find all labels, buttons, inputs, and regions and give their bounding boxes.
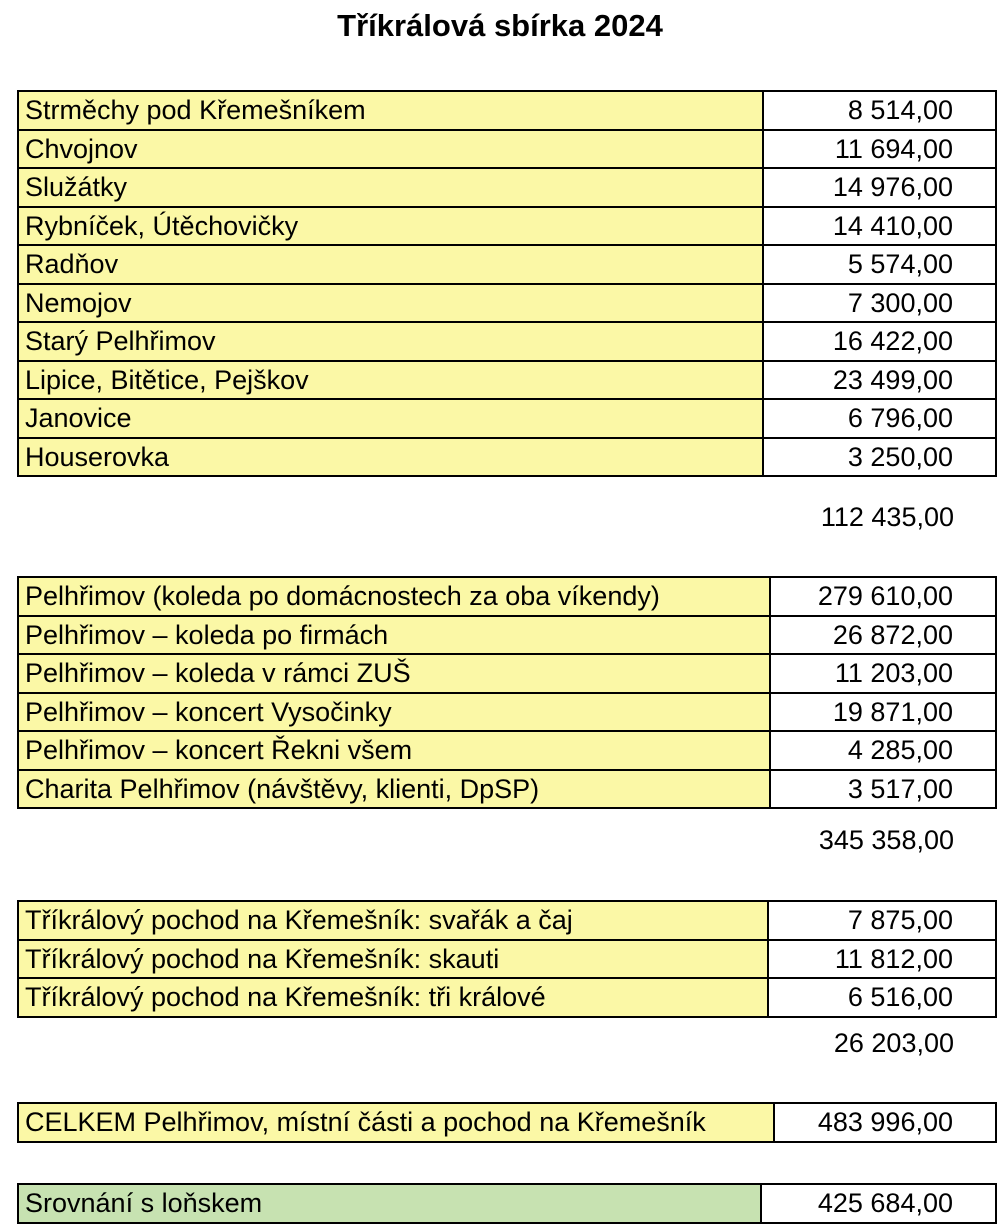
table-row [18, 438, 996, 477]
row-name: Pelhřimov – koncert Vysočinky [18, 693, 770, 732]
table-row [18, 245, 996, 284]
table-row [18, 940, 996, 979]
row-name: Strměchy pod Křemešníkem [18, 91, 763, 130]
row-name: Služátky [18, 168, 763, 207]
row-name: Charita Pelhřimov (návštěvy, klienti, DpSP) [18, 770, 770, 809]
row-amount: 7 300,00 [763, 284, 996, 323]
row-name: Rybníček, Útěchovičky [18, 207, 763, 246]
pochod-table [17, 900, 997, 1018]
local-parts-subtotal: 112 435,00 [820, 502, 954, 532]
pelhrimov-subtotal: 345 358,00 [818, 825, 954, 855]
comparison-label: Srovnání s loňskem [18, 1184, 761, 1223]
row-amount: 8 514,00 [763, 91, 996, 130]
comparison-amount: 425 684,00 [761, 1184, 996, 1223]
table-row [18, 168, 996, 207]
row-amount: 14 976,00 [763, 168, 996, 207]
row-amount: 11 694,00 [763, 130, 996, 169]
row-amount: 26 872,00 [770, 616, 996, 655]
table-row [18, 978, 996, 1017]
table-row [18, 693, 996, 732]
table-row [18, 901, 996, 940]
page-title: Tříkrálová sbírka 2024 [337, 8, 663, 43]
row-amount: 3 250,00 [763, 438, 996, 477]
total-label: CELKEM Pelhřimov, místní části a pochod na Křemešník [18, 1103, 774, 1142]
row-amount: 279 610,00 [770, 577, 996, 616]
table-row [18, 130, 996, 169]
table-row [18, 770, 996, 809]
row-name: Radňov [18, 245, 763, 284]
table-row [18, 207, 996, 246]
row-name: Janovice [18, 399, 763, 438]
row-name: Nemojov [18, 284, 763, 323]
row-amount: 23 499,00 [763, 361, 996, 400]
row-amount: 6 516,00 [768, 978, 996, 1017]
row-name: Pelhřimov – koleda po firmách [18, 616, 770, 655]
row-name: Starý Pelhřimov [18, 322, 763, 361]
table-row [18, 616, 996, 655]
table-row [18, 731, 996, 770]
row-amount: 14 410,00 [763, 207, 996, 246]
table-row [18, 322, 996, 361]
row-name: Tříkrálový pochod na Křemešník: skauti [18, 940, 768, 979]
total-table [17, 1102, 997, 1143]
row-name: Chvojnov [18, 130, 763, 169]
row-amount: 11 203,00 [770, 654, 996, 693]
row-amount: 6 796,00 [763, 399, 996, 438]
row-amount: 3 517,00 [770, 770, 996, 809]
row-amount: 16 422,00 [763, 322, 996, 361]
row-name: Pelhřimov (koleda po domácnostech za oba víkendy) [18, 577, 770, 616]
table-row [18, 91, 996, 130]
row-name: Tříkrálový pochod na Křemešník: svařák a čaj [18, 901, 768, 940]
table-row [18, 284, 996, 323]
row-amount: 11 812,00 [768, 940, 996, 979]
row-name: Tříkrálový pochod na Křemešník: tři králové [18, 978, 768, 1017]
row-amount: 4 285,00 [770, 731, 996, 770]
comparison-table [17, 1183, 997, 1224]
row-name: Lipice, Bitětice, Pejškov [18, 361, 763, 400]
total-row [18, 1103, 996, 1142]
row-name: Pelhřimov – koncert Řekni všem [18, 731, 770, 770]
total-amount: 483 996,00 [774, 1103, 996, 1142]
local-parts-table [17, 90, 997, 477]
table-row [18, 399, 996, 438]
comparison-row [18, 1184, 996, 1223]
row-name: Pelhřimov – koleda v rámci ZUŠ [18, 654, 770, 693]
pelhrimov-table [17, 576, 997, 809]
row-name: Houserovka [18, 438, 763, 477]
row-amount: 19 871,00 [770, 693, 996, 732]
row-amount: 7 875,00 [768, 901, 996, 940]
pochod-subtotal: 26 203,00 [833, 1028, 954, 1058]
table-row [18, 654, 996, 693]
table-row [18, 361, 996, 400]
row-amount: 5 574,00 [763, 245, 996, 284]
table-row [18, 577, 996, 616]
